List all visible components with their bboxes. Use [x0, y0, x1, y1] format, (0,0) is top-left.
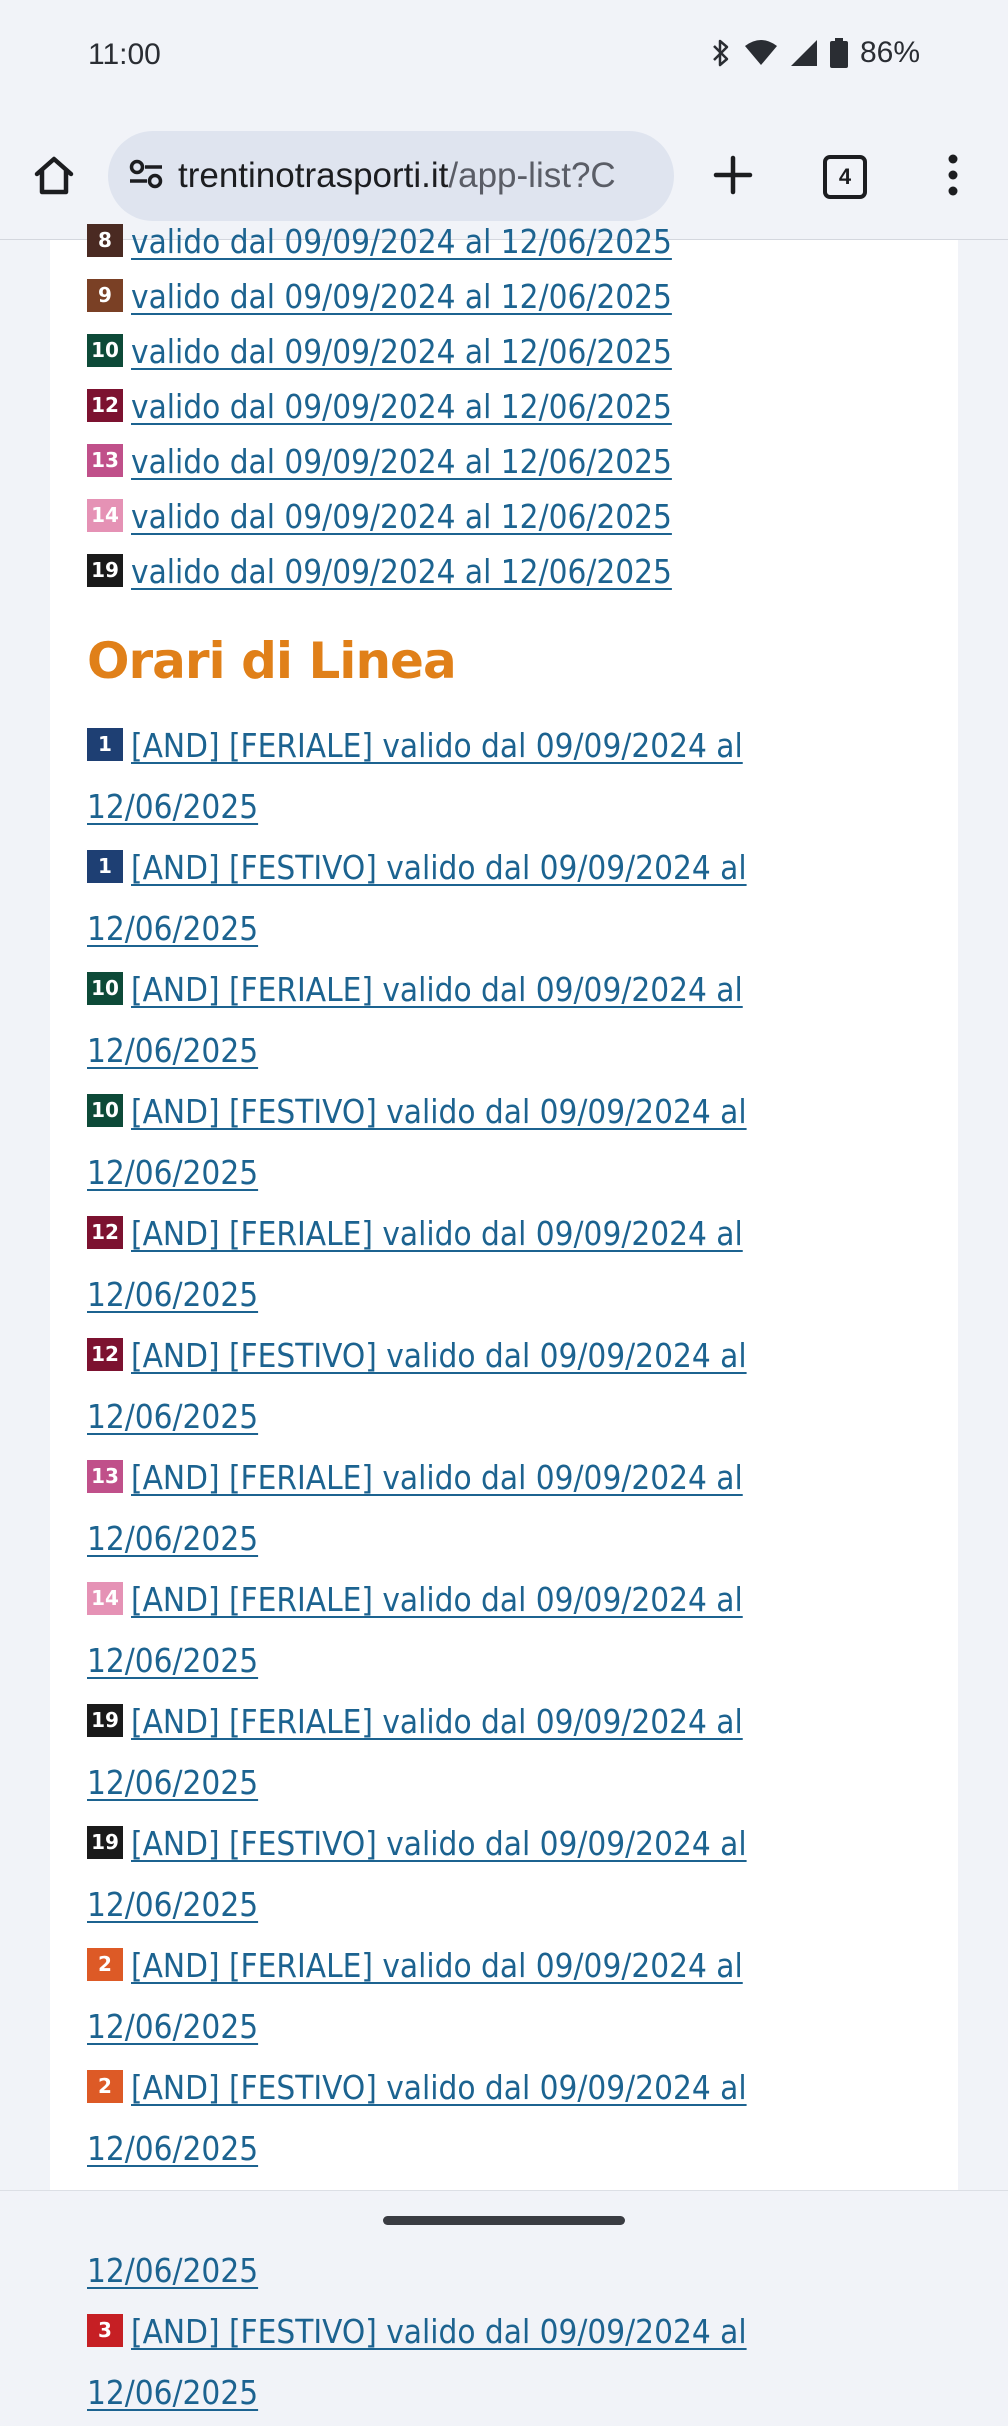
line-badge: 19 [87, 1826, 123, 1859]
url-domain: trentinotrasporti.it [178, 156, 449, 195]
timetable-link[interactable]: [AND] [FERIALE] valido dal 09/09/2024 al 12/06/2025 [87, 1946, 743, 2046]
list-item[interactable] [87, 379, 947, 434]
timetable-link[interactable]: 12/06/2025 [87, 2251, 259, 2290]
line-badge: 10 [87, 1094, 123, 1127]
list-item[interactable] [87, 324, 947, 379]
url-text [178, 156, 616, 196]
wifi-icon [744, 39, 778, 67]
validity-link[interactable]: valido dal 09/09/2024 al 12/06/2025 [131, 222, 672, 261]
line-badge: 14 [87, 499, 123, 532]
timetable-link[interactable]: [AND] [FERIALE] valido dal 09/09/2024 al 12/06/2025 [87, 1702, 743, 1802]
list-item[interactable] [87, 718, 827, 840]
home-button[interactable] [14, 137, 94, 217]
line-badge: 1 [87, 850, 123, 883]
home-gesture-handle[interactable] [383, 2216, 625, 2225]
validity-list [87, 214, 947, 599]
list-item[interactable] [87, 214, 947, 269]
list-item[interactable] [87, 840, 827, 962]
line-badge: 13 [87, 444, 123, 477]
line-badge: 2 [87, 1948, 123, 1981]
line-badge: 19 [87, 554, 123, 587]
line-badge: 1 [87, 728, 123, 761]
line-badge: 2 [87, 2070, 123, 2103]
list-item[interactable] [87, 2304, 827, 2426]
timetable-link[interactable]: [AND] [FERIALE] valido dal 09/09/2024 al 12/06/2025 [87, 1580, 743, 1680]
line-badge: 19 [87, 1704, 123, 1737]
list-item[interactable] [87, 962, 827, 1084]
overflow-menu-icon [947, 154, 959, 200]
timetable-link[interactable]: [AND] [FERIALE] valido dal 09/09/2024 al 12/06/2025 [87, 1458, 743, 1558]
validity-link[interactable]: valido dal 09/09/2024 al 12/06/2025 [131, 497, 672, 536]
url-path: /app-list?C [448, 156, 616, 195]
list-item[interactable] [87, 1816, 827, 1938]
validity-link[interactable]: valido dal 09/09/2024 al 12/06/2025 [131, 387, 672, 426]
new-tab-icon [713, 155, 753, 199]
status-icons [710, 36, 920, 70]
timetable-link[interactable]: [AND] [FERIALE] valido dal 09/09/2024 al 12/06/2025 [87, 1214, 743, 1314]
line-badge: 12 [87, 1338, 123, 1371]
line-badge: 3 [87, 2314, 123, 2347]
validity-link[interactable]: valido dal 09/09/2024 al 12/06/2025 [131, 277, 672, 316]
list-item[interactable] [87, 489, 947, 544]
list-item[interactable] [87, 1206, 827, 1328]
list-item[interactable] [87, 1572, 827, 1694]
new-tab-button[interactable] [693, 137, 773, 217]
status-time: 11:00 [88, 38, 161, 71]
cellular-signal-icon [790, 39, 818, 67]
validity-link[interactable]: valido dal 09/09/2024 al 12/06/2025 [131, 332, 672, 371]
list-item[interactable] [87, 1938, 827, 2060]
timetable-link[interactable]: [AND] [FESTIVO] valido dal 09/09/2024 al 12/06/2025 [87, 848, 747, 948]
timetable-link[interactable]: [AND] [FESTIVO] valido dal 09/09/2024 al 12/06/2025 [87, 1092, 747, 1192]
validity-link[interactable]: valido dal 09/09/2024 al 12/06/2025 [131, 552, 672, 591]
gesture-nav-bar [0, 2190, 1008, 2245]
tab-switcher-icon: 4 [823, 155, 867, 199]
line-badge: 12 [87, 389, 123, 422]
section-title: Orari di Linea [87, 632, 456, 690]
list-item[interactable] [87, 434, 947, 489]
line-badge: 10 [87, 334, 123, 367]
timetable-link[interactable]: [AND] [FESTIVO] valido dal 09/09/2024 al 12/06/2025 [87, 2312, 747, 2412]
overflow-menu-button[interactable] [913, 137, 993, 217]
tab-switcher-button[interactable] [805, 137, 885, 217]
battery-percent: 86% [859, 36, 920, 69]
list-item[interactable] [87, 269, 947, 324]
orari-list [87, 718, 827, 2426]
list-item[interactable] [87, 544, 947, 599]
status-bar [0, 0, 1008, 115]
site-settings-icon[interactable] [128, 158, 164, 194]
line-badge: 14 [87, 1582, 123, 1615]
line-badge: 13 [87, 1460, 123, 1493]
timetable-link[interactable]: [AND] [FERIALE] valido dal 09/09/2024 al 12/06/2025 [87, 726, 743, 826]
battery-icon [830, 38, 848, 68]
bluetooth-icon [710, 38, 732, 68]
address-bar[interactable] [108, 131, 674, 221]
timetable-link[interactable]: [AND] [FESTIVO] valido dal 09/09/2024 al 12/06/2025 [87, 1336, 747, 1436]
line-badge: 9 [87, 279, 123, 312]
list-item[interactable] [87, 1084, 827, 1206]
timetable-link[interactable]: [AND] [FESTIVO] valido dal 09/09/2024 al 12/06/2025 [87, 1824, 747, 1924]
list-item[interactable] [87, 1450, 827, 1572]
list-item[interactable] [87, 2060, 827, 2182]
line-badge: 10 [87, 972, 123, 1005]
timetable-link[interactable]: [AND] [FERIALE] valido dal 09/09/2024 al 12/06/2025 [87, 970, 743, 1070]
line-badge: 12 [87, 1216, 123, 1249]
page-viewport [0, 222, 1008, 2412]
timetable-link[interactable]: [AND] [FESTIVO] valido dal 09/09/2024 al 12/06/2025 [87, 2068, 747, 2168]
home-icon [32, 153, 76, 201]
line-badge: 8 [87, 224, 123, 257]
list-item[interactable] [87, 1694, 827, 1816]
content-card [50, 222, 958, 2412]
validity-link[interactable]: valido dal 09/09/2024 al 12/06/2025 [131, 442, 672, 481]
list-item[interactable] [87, 1328, 827, 1450]
